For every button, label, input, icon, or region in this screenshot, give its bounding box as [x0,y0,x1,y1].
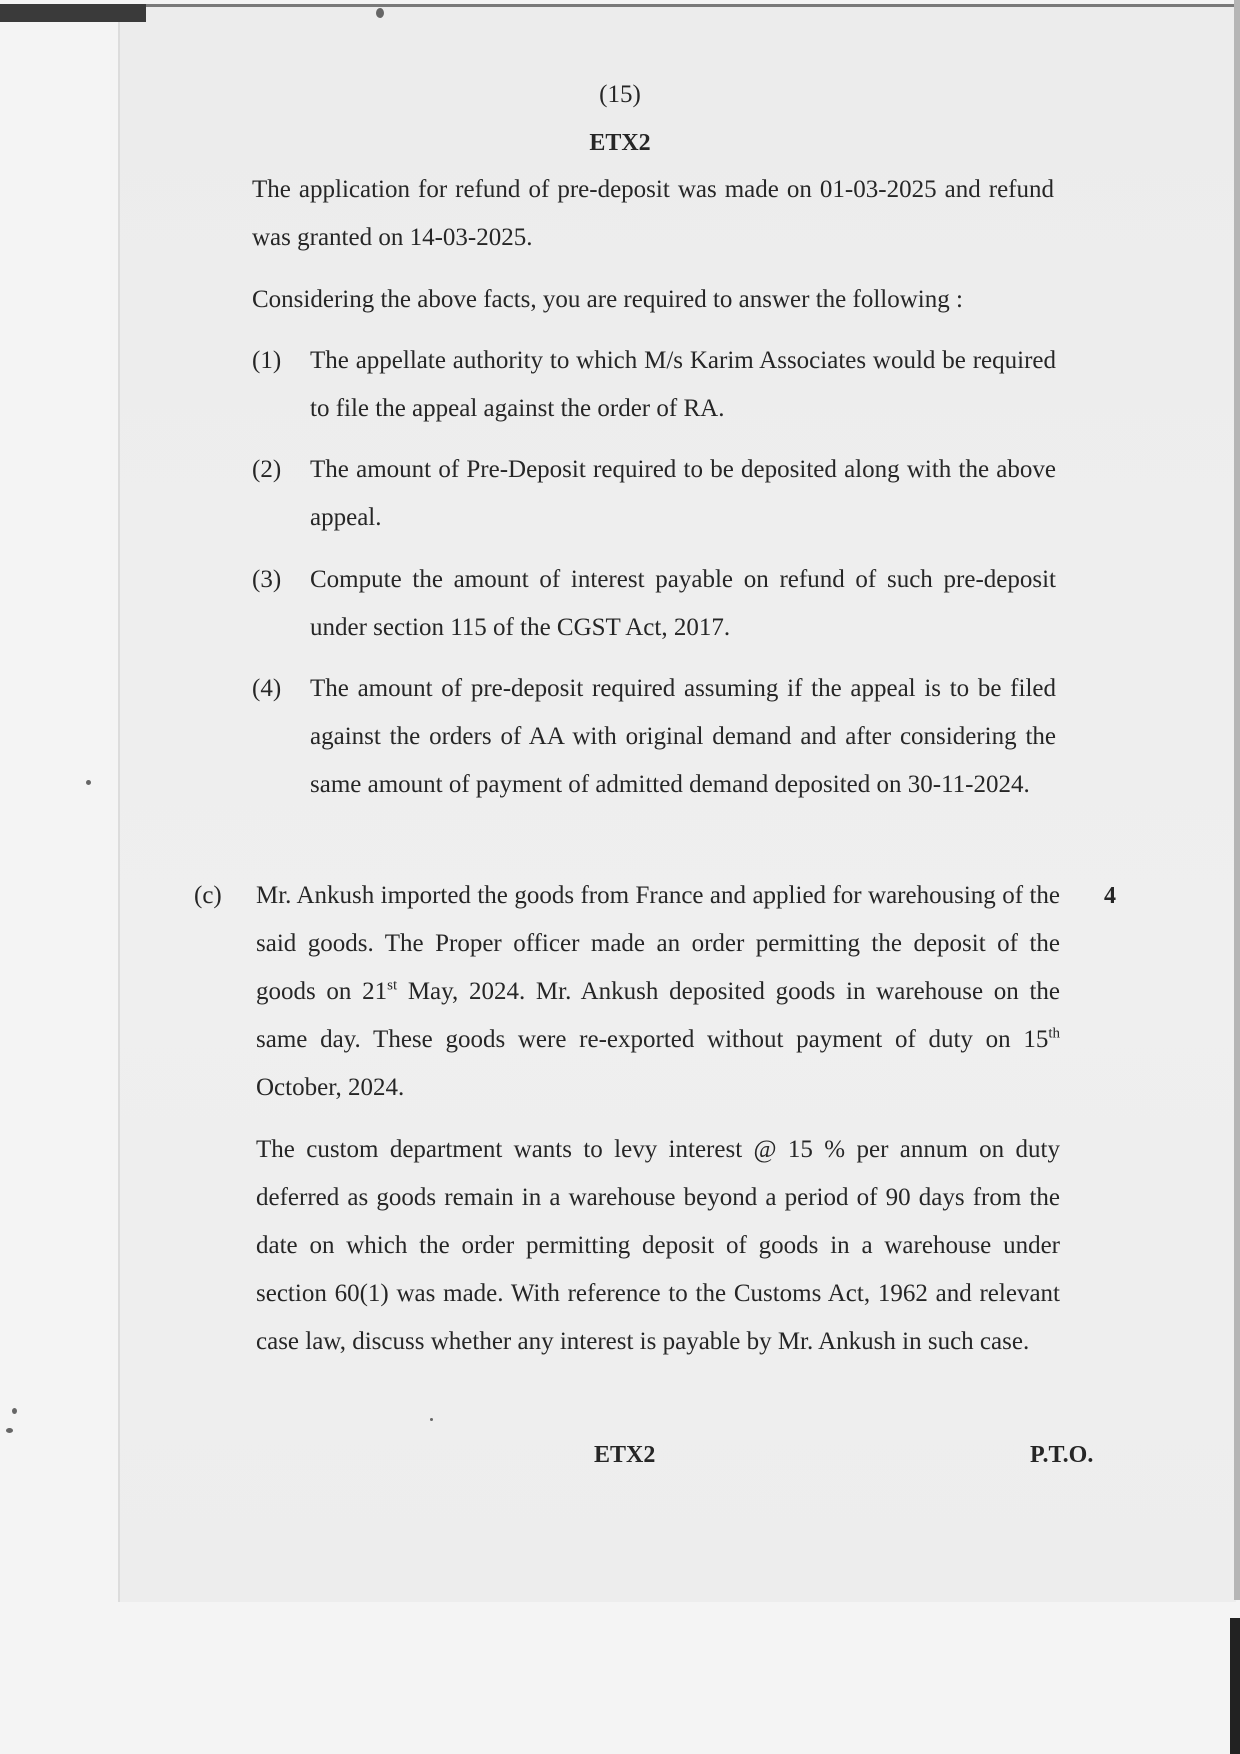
ordinal-suffix: st [387,977,398,994]
part-c-text: October, 2024. [256,1074,405,1101]
part-c-text: Mr. Ankush imported the goods from France and applied for warehousing of the said goods. The Proper officer made an order permitting the deposit of the goods on 21 [256,882,1060,1005]
question-text: The appellate authority to which M/s Karim Associates would be required to file the appeal against the order of RA. [310,347,1056,422]
scan-edge-top [146,4,1240,7]
scan-edge-dark [0,4,146,22]
paper-code-footer: ETX2 [594,1442,656,1468]
question-number: (1) [252,347,282,374]
part-c-marks: 4 [1104,883,1116,909]
part-c-label: (c) [194,882,222,909]
question-number: (2) [252,456,282,483]
scan-speck [430,1418,433,1421]
scan-speck [376,8,384,18]
question-text: Compute the amount of interest payable on refund of such pre-deposit under section 115 of the CGST Act, 2017. [310,566,1056,641]
scan-speck [12,1408,17,1414]
scan-speck [86,780,91,785]
pto-label: P.T.O. [1030,1442,1094,1468]
scan-speck [6,1428,13,1433]
question-number: (3) [252,566,282,593]
scan-edge-corner [1230,1618,1240,1754]
intro-paragraph: The application for refund of pre-deposit was made on 01-03-2025 and refund was granted on 14-03-2025. [252,176,1054,251]
paper-code-header: ETX2 [589,130,651,156]
question-text: The amount of Pre-Deposit required to be deposited along with the above appeal. [310,456,1056,531]
scan-edge-right [1234,0,1240,1600]
instruction-paragraph: Considering the above facts, you are required to answer the following : [252,286,963,313]
question-text: The amount of pre-deposit required assuming if the appeal is to be filed against the orders of AA with original demand and after considering the same amount of payment of admitted demand deposited on 30-11-2024. [310,675,1056,798]
page-number: (15) [599,81,641,108]
part-c-text: May, 2024. Mr. Ankush deposited goods in warehouse on the same day. These goods were re-exported without payment of duty on 15 [256,978,1060,1053]
part-c-question: The custom department wants to levy interest @ 15 % per annum on duty deferred as goods remain in a warehouse beyond a period of 90 days from the date on which the order permitting deposit of goods in a warehouse under section 60(1) was made. With reference to the Customs Act, 1962 and relevant case law, discuss whether any interest is payable by Mr. Ankush in such case. [256,1136,1060,1355]
part-c-paragraph [256,872,1060,1112]
question-number: (4) [252,675,282,702]
ordinal-suffix: th [1048,1025,1060,1042]
